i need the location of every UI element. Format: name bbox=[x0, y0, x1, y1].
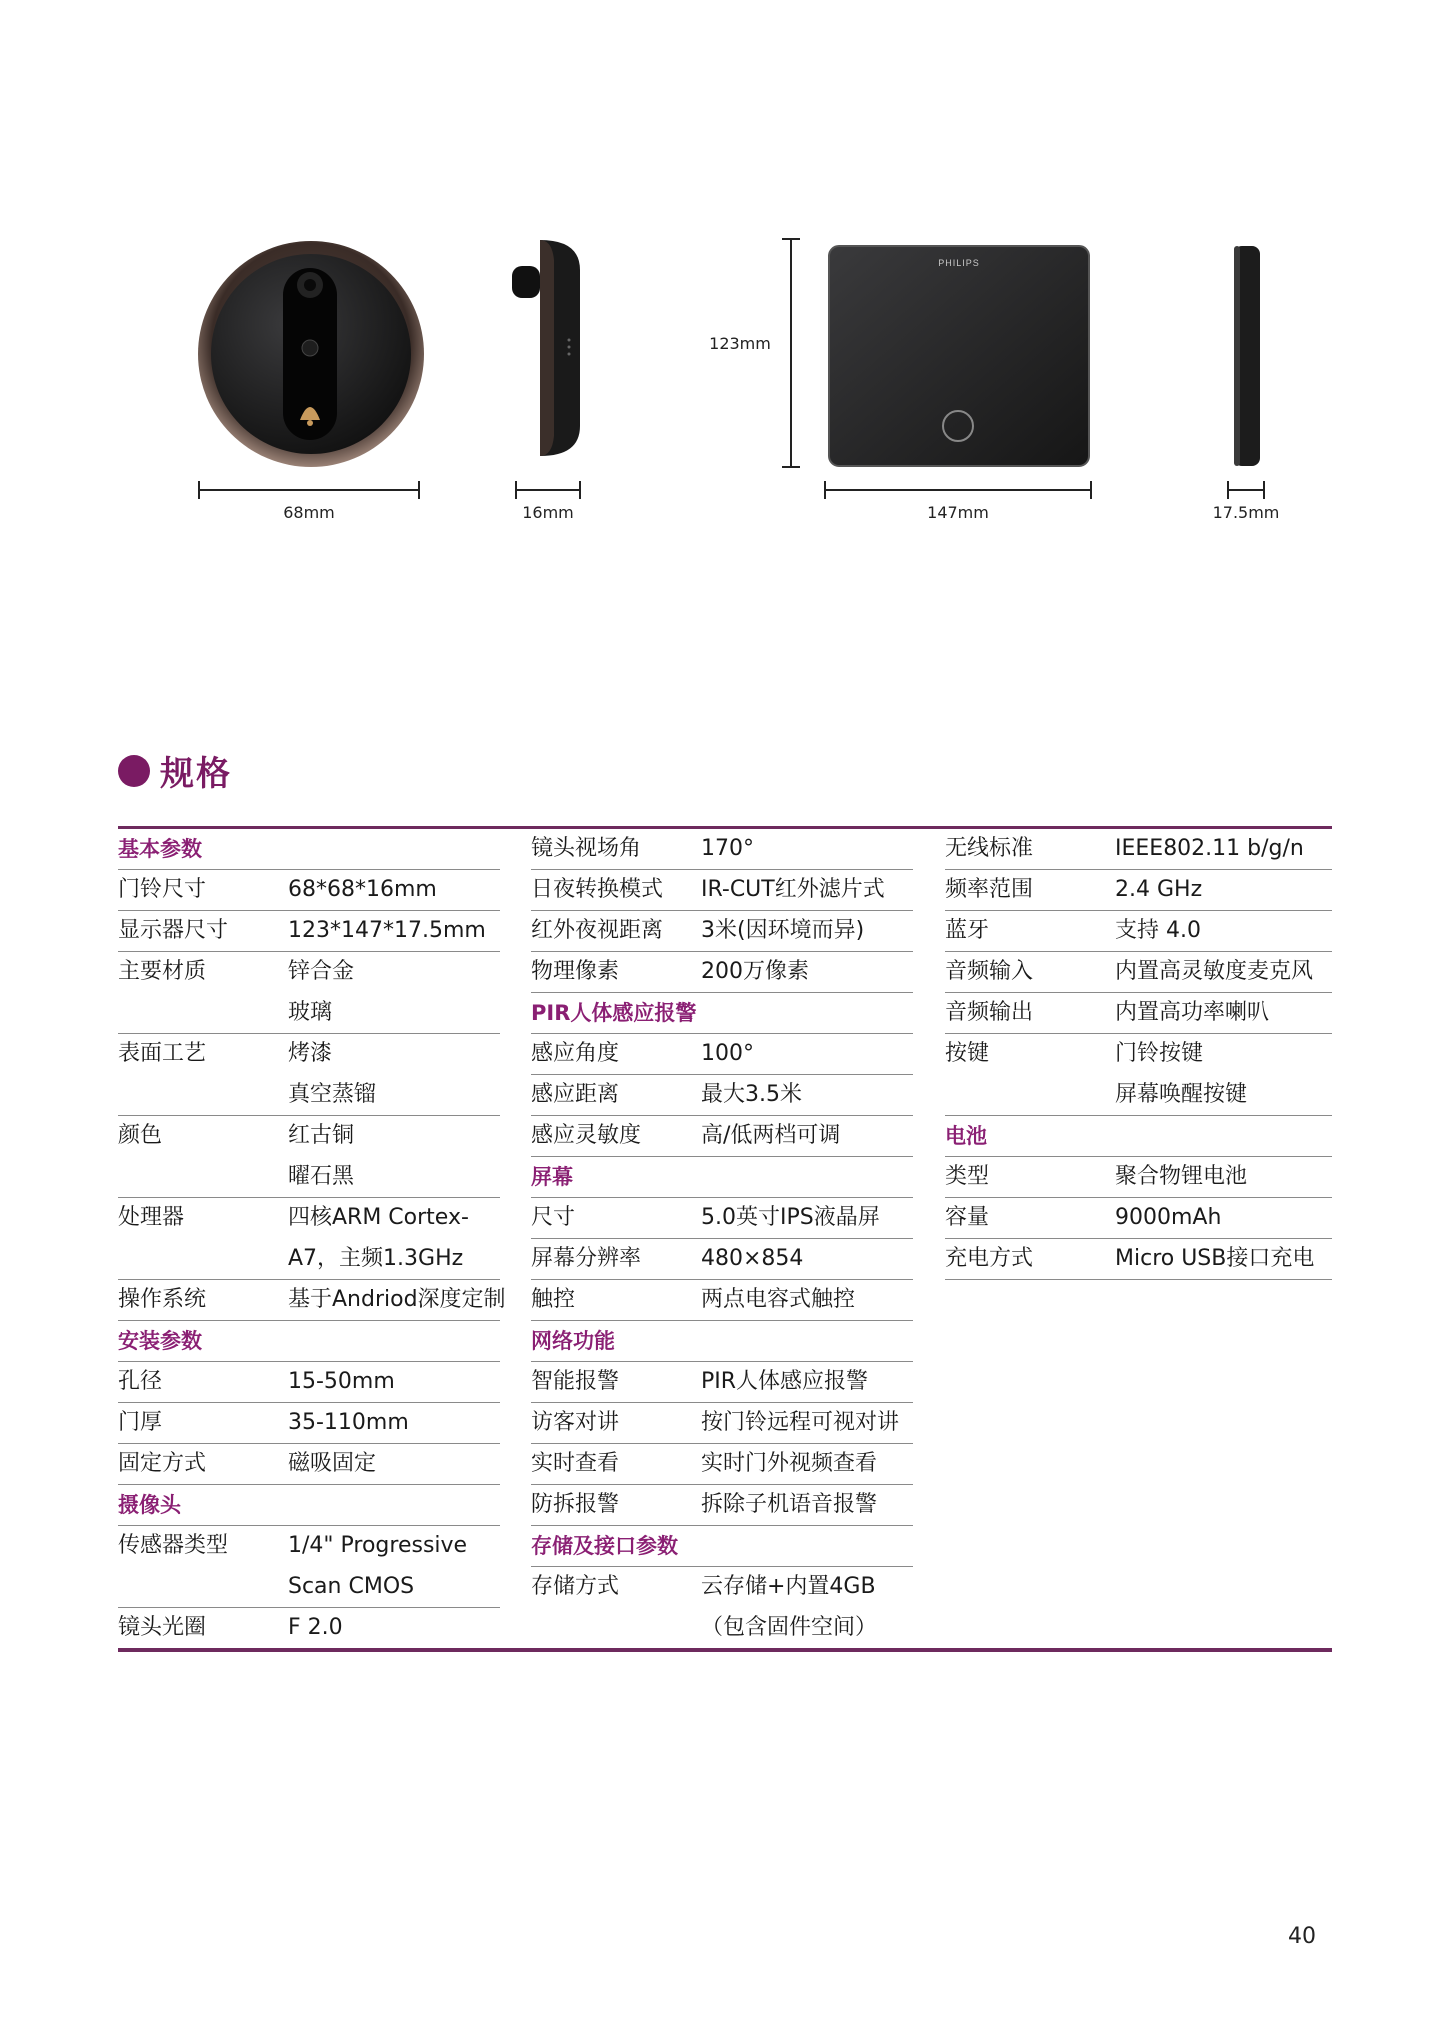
spec-key: 蓝牙 bbox=[945, 918, 990, 943]
spec-key: 无线标准 bbox=[945, 836, 1034, 861]
table-row bbox=[118, 1116, 500, 1157]
spec-key: PIR人体感应报警 bbox=[531, 1001, 697, 1025]
spec-value: 玻璃 bbox=[288, 1000, 333, 1025]
spec-value: 170° bbox=[701, 836, 754, 861]
spec-value: 1/4" Progressive bbox=[288, 1533, 468, 1558]
spec-value: 35-110mm bbox=[288, 1410, 409, 1435]
spec-value: 123*147*17.5mm bbox=[288, 918, 486, 943]
spec-value: 100° bbox=[701, 1041, 754, 1066]
spec-key: 红外夜视距离 bbox=[531, 918, 664, 943]
table-row bbox=[531, 911, 913, 952]
spec-value: 高/低两档可调 bbox=[701, 1123, 841, 1148]
table-row bbox=[118, 1362, 500, 1403]
spec-value: 2.4 GHz bbox=[1115, 877, 1203, 902]
spec-value: 红古铜 bbox=[288, 1123, 355, 1148]
table-row bbox=[531, 829, 913, 870]
table-row bbox=[531, 1280, 913, 1321]
spec-value: 门铃按键 bbox=[1115, 1041, 1204, 1066]
spec-column-2 bbox=[531, 829, 913, 1649]
spec-key: 智能报警 bbox=[531, 1369, 620, 1394]
spec-key: 门铃尺寸 bbox=[118, 877, 207, 902]
page-number: 40 bbox=[1288, 1924, 1316, 1949]
spec-key: 网络功能 bbox=[531, 1329, 615, 1353]
width-dimension-line-display bbox=[824, 481, 1092, 499]
spec-key: 容量 bbox=[945, 1205, 990, 1230]
spec-value: PIR人体感应报警 bbox=[701, 1369, 869, 1394]
display-front-image bbox=[828, 245, 1090, 467]
spec-key: 屏幕 bbox=[531, 1165, 573, 1189]
spec-key: 感应角度 bbox=[531, 1041, 620, 1066]
table-row bbox=[531, 1608, 913, 1649]
spec-value: 按门铃远程可视对讲 bbox=[701, 1410, 900, 1435]
table-row bbox=[531, 1239, 913, 1280]
spec-value: 四核ARM Cortex- bbox=[288, 1205, 469, 1230]
spec-key: 访客对讲 bbox=[531, 1410, 620, 1435]
spec-value: 聚合物锂电池 bbox=[1115, 1164, 1248, 1189]
table-row bbox=[118, 1608, 500, 1649]
spec-key: 电池 bbox=[945, 1124, 987, 1148]
spec-key: 孔径 bbox=[118, 1369, 163, 1394]
spec-key: 固定方式 bbox=[118, 1451, 207, 1476]
spec-value: Scan CMOS bbox=[288, 1574, 415, 1599]
spec-key: 显示器尺寸 bbox=[118, 918, 229, 943]
spec-key: 防拆报警 bbox=[531, 1492, 620, 1517]
table-row bbox=[118, 1157, 500, 1198]
spec-key: 基本参数 bbox=[118, 837, 202, 861]
spec-key: 频率范围 bbox=[945, 877, 1034, 902]
section-heading bbox=[118, 746, 232, 795]
spec-value: 内置高功率喇叭 bbox=[1115, 1000, 1270, 1025]
spec-key: 存储方式 bbox=[531, 1574, 620, 1599]
table-row bbox=[118, 1034, 500, 1075]
spec-key: 尺寸 bbox=[531, 1205, 576, 1230]
spec-value: 云存储+内置4GB bbox=[701, 1574, 876, 1599]
height-dimension-line bbox=[782, 238, 800, 468]
table-row bbox=[945, 1034, 1332, 1075]
table-row bbox=[531, 1444, 913, 1485]
table-row bbox=[531, 1485, 913, 1526]
spec-key: 感应距离 bbox=[531, 1082, 620, 1107]
spec-key: 音频输入 bbox=[945, 959, 1034, 984]
spec-column-1 bbox=[118, 829, 506, 1649]
doorbell-side-image bbox=[510, 236, 584, 458]
spec-value: 曜石黑 bbox=[288, 1164, 355, 1189]
table-row bbox=[118, 1198, 500, 1239]
spec-value: 15-50mm bbox=[288, 1369, 395, 1394]
spec-value: 屏幕唤醒按键 bbox=[1115, 1082, 1248, 1107]
table-row bbox=[945, 1198, 1332, 1239]
spec-group-heading bbox=[118, 829, 500, 870]
table-row bbox=[945, 911, 1332, 952]
spec-key: 实时查看 bbox=[531, 1451, 620, 1476]
spec-value: 内置高灵敏度麦克风 bbox=[1115, 959, 1314, 984]
spec-value: Micro USB接口充电 bbox=[1115, 1246, 1315, 1271]
bullet-dot-icon bbox=[118, 755, 150, 787]
width-dimension-line-doorbell bbox=[198, 481, 420, 499]
doorbell-depth-label: 16mm bbox=[522, 503, 574, 522]
spec-value: 480×854 bbox=[701, 1246, 804, 1271]
doorbell-width-label: 68mm bbox=[283, 503, 335, 522]
spec-group-heading bbox=[531, 1157, 913, 1198]
spec-value: 5.0英寸IPS液晶屏 bbox=[701, 1205, 880, 1230]
spec-key: 存储及接口参数 bbox=[531, 1534, 678, 1558]
spec-key: 操作系统 bbox=[118, 1287, 207, 1312]
table-row bbox=[118, 952, 500, 993]
table-row bbox=[118, 911, 500, 952]
table-row bbox=[945, 1075, 1332, 1116]
spec-group-heading bbox=[118, 1321, 500, 1362]
spec-value: 3米(因环境而异) bbox=[701, 918, 865, 943]
spec-group-heading bbox=[531, 1321, 913, 1362]
table-row bbox=[118, 1280, 506, 1321]
spec-key: 感应灵敏度 bbox=[531, 1123, 642, 1148]
philips-logo: PHILIPS bbox=[938, 258, 980, 268]
spec-value: 磁吸固定 bbox=[288, 1451, 377, 1476]
table-row bbox=[118, 1403, 500, 1444]
spec-value: 支持 4.0 bbox=[1115, 918, 1201, 943]
table-bottom-rule bbox=[118, 1648, 1332, 1652]
table-row bbox=[118, 1239, 500, 1280]
spec-value: 实时门外视频查看 bbox=[701, 1451, 878, 1476]
table-row bbox=[531, 1075, 913, 1116]
spec-value: F 2.0 bbox=[288, 1615, 343, 1640]
table-row bbox=[531, 952, 913, 993]
table-row bbox=[531, 1567, 913, 1608]
table-row bbox=[945, 1157, 1332, 1198]
spec-key: 触控 bbox=[531, 1287, 576, 1312]
table-row bbox=[118, 1444, 500, 1485]
table-row bbox=[531, 870, 913, 911]
spec-key: 音频输出 bbox=[945, 1000, 1034, 1025]
table-row bbox=[531, 1362, 913, 1403]
spec-column-3 bbox=[945, 829, 1332, 1280]
table-row bbox=[118, 870, 500, 911]
spec-value: 9000mAh bbox=[1115, 1205, 1222, 1230]
spec-value: 两点电容式触控 bbox=[701, 1287, 856, 1312]
table-row bbox=[531, 1198, 913, 1239]
spec-key: 物理像素 bbox=[531, 959, 620, 984]
spec-value: 拆除子机语音报警 bbox=[701, 1492, 878, 1517]
spec-key: 安装参数 bbox=[118, 1329, 202, 1353]
table-row bbox=[118, 993, 500, 1034]
spec-value: （包含固件空间） bbox=[701, 1615, 878, 1640]
spec-value: A7，主频1.3GHz bbox=[288, 1246, 464, 1271]
spec-group-heading bbox=[945, 1116, 1332, 1157]
depth-dimension-line-doorbell bbox=[515, 481, 581, 499]
spec-value: 真空蒸镏 bbox=[288, 1082, 377, 1107]
spec-key: 摄像头 bbox=[118, 1493, 181, 1517]
spec-value: IR-CUT红外滤片式 bbox=[701, 877, 885, 902]
spec-key: 日夜转换模式 bbox=[531, 877, 664, 902]
spec-value: 68*68*16mm bbox=[288, 877, 437, 902]
table-row bbox=[531, 1034, 913, 1075]
display-width-label: 147mm bbox=[927, 503, 989, 522]
spec-key: 充电方式 bbox=[945, 1246, 1034, 1271]
spec-value: 烤漆 bbox=[288, 1041, 333, 1066]
spec-value: IEEE802.11 b/g/n bbox=[1115, 836, 1304, 861]
doorbell-front-image bbox=[196, 238, 426, 470]
spec-value: 最大3.5米 bbox=[701, 1082, 802, 1107]
table-row bbox=[945, 952, 1332, 993]
table-row bbox=[118, 1567, 500, 1608]
table-row bbox=[531, 1403, 913, 1444]
spec-group-heading bbox=[531, 1526, 913, 1567]
table-row bbox=[945, 1239, 1332, 1280]
spec-key: 主要材质 bbox=[118, 959, 207, 984]
display-depth-label: 17.5mm bbox=[1212, 503, 1280, 522]
spec-key: 传感器类型 bbox=[118, 1533, 229, 1558]
product-figures bbox=[0, 0, 1434, 560]
spec-key: 镜头视场角 bbox=[531, 836, 642, 861]
spec-key: 屏幕分辨率 bbox=[531, 1246, 642, 1271]
table-row bbox=[531, 1116, 913, 1157]
spec-value: 锌合金 bbox=[288, 959, 355, 984]
spec-key: 按键 bbox=[945, 1041, 990, 1066]
table-row bbox=[945, 993, 1332, 1034]
spec-group-heading bbox=[531, 993, 913, 1034]
spec-key: 镜头光圈 bbox=[118, 1615, 207, 1640]
depth-dimension-line-display bbox=[1227, 481, 1265, 499]
table-row bbox=[945, 829, 1332, 870]
section-title: 规格 bbox=[160, 754, 232, 794]
spec-key: 处理器 bbox=[118, 1205, 185, 1230]
spec-value: 200万像素 bbox=[701, 959, 809, 984]
height-dimension-label: 123mm bbox=[709, 334, 771, 353]
spec-group-heading bbox=[118, 1485, 500, 1526]
spec-value: 基于Andriod深度定制 bbox=[288, 1287, 506, 1312]
spec-key: 表面工艺 bbox=[118, 1041, 207, 1066]
table-row bbox=[118, 1075, 500, 1116]
table-row bbox=[945, 870, 1332, 911]
table-row bbox=[118, 1526, 500, 1567]
spec-key: 颜色 bbox=[118, 1123, 163, 1148]
spec-key: 门厚 bbox=[118, 1410, 163, 1435]
spec-key: 类型 bbox=[945, 1164, 990, 1189]
display-side-image bbox=[1232, 245, 1262, 467]
